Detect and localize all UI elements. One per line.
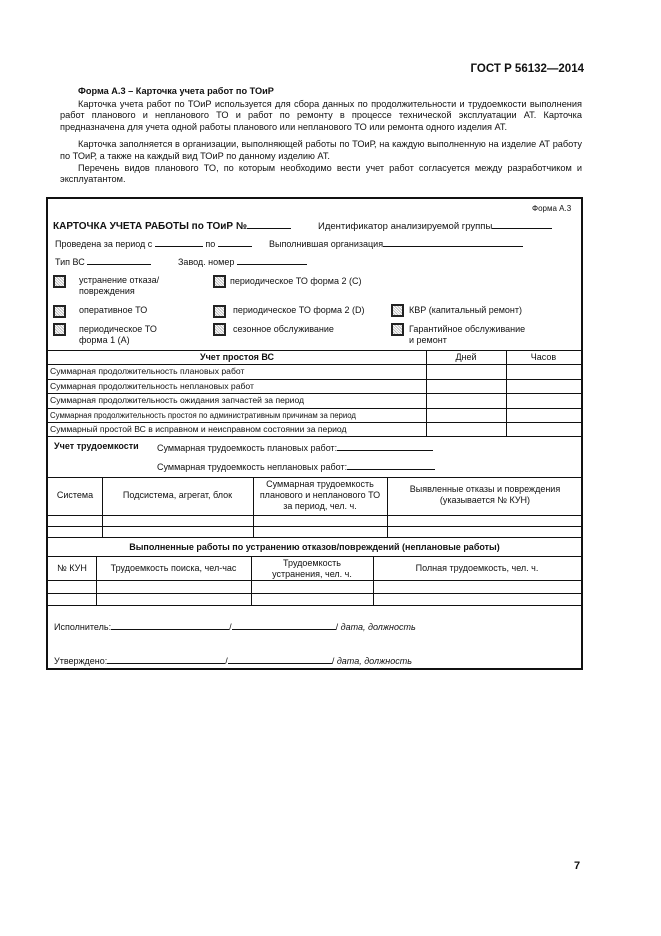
card-title: КАРТОЧКА УЧЕТА РАБОТЫ по ТОиР № <box>53 219 291 232</box>
col-hours: Часов <box>530 352 557 362</box>
downtime-row: Суммарная продолжительность простоя по административным причинам за период <box>50 411 356 420</box>
period-field[interactable]: Проведена за период с по <box>55 237 252 250</box>
col-failures: Выявленные отказы и повреждения (указывается № КУН) <box>409 484 561 505</box>
label-operational: оперативное ТО <box>79 305 148 315</box>
form-heading: Форма А.3 – Карточка учета работ по ТОиР <box>78 86 274 96</box>
downtime-row: Суммарная продолжительность неплановых работ <box>50 381 254 391</box>
col-full-labor: Полная трудоемкость, чел. ч. <box>415 563 539 573</box>
checkbox-periodic-form1a[interactable] <box>53 323 66 336</box>
intro-text <box>60 86 582 186</box>
checkbox-failure-repair[interactable] <box>53 275 66 288</box>
form-label: Форма А.3 <box>532 204 572 213</box>
checkbox-warranty[interactable] <box>391 323 404 336</box>
page-number: 7 <box>574 860 581 872</box>
label-periodic-form1a: периодическое ТО форма 1 (А) <box>79 324 157 345</box>
labor-unplanned-field[interactable]: Суммарная трудоемкость неплановых работ: <box>157 460 435 473</box>
label-failure-repair: устранение отказа/ повреждения <box>79 275 160 296</box>
label-warranty: Гарантийное обслуживание и ремонт <box>409 324 526 345</box>
label-overhaul: КВР (капитальный ремонт) <box>409 305 523 315</box>
label-periodic-form2d: периодическое ТО форма 2 (D) <box>233 305 365 315</box>
downtime-header: Учет простоя ВС <box>199 352 274 362</box>
label-seasonal: сезонное обслуживание <box>233 324 334 334</box>
downtime-row: Суммарная продолжительность плановых работ <box>50 366 245 376</box>
label-periodic-form2c: периодическое ТО форма 2 (С) <box>230 276 362 286</box>
col-kun: № КУН <box>57 563 87 573</box>
standard-number: ГОСТ Р 56132—2014 <box>470 63 584 75</box>
col-total-labor: Суммарная трудоемкость планового и непланового ТО за период, чел. ч. <box>259 479 381 511</box>
intro-paragraph-3: Перечень видов планового ТО, по которым необходимо вести учет работ согласуется между разработчиком и эксплуатантом. <box>60 162 582 185</box>
col-subsystem: Подсистема, агрегат, блок <box>122 490 233 500</box>
repairs-header: Выполненные работы по устранению отказов/повреждений (неплановые работы) <box>129 542 500 552</box>
organization-field[interactable]: Выполнившая организация <box>269 237 523 250</box>
col-days: Дней <box>455 352 477 362</box>
approved-signature-field[interactable]: Утверждено: / / дата, должность <box>54 656 412 666</box>
intro-paragraph-2: Карточка заполняется в организации, выполняющей работы по ТОиР, на каждую выполненную на изделие АТ работу по ТОиР, а также на каждый вид ТОиР по данному изделию АТ. <box>60 139 582 161</box>
executor-signature-field[interactable]: Исполнитель: / / дата, должность <box>54 622 416 632</box>
intro-paragraph-1: Карточка учета работ по ТОиР используется для сбора данных по продолжительности и трудоемкости выполнения работ планового и непланового ТО и работ по ремонту в процессе технической эксплуатации АТ. Карточка предназначена для учета одной работы планового или непланового ТО или ремонта одного изделия АТ. <box>60 98 582 132</box>
col-system: Система <box>56 490 94 500</box>
labor-label: Учет трудоемкости <box>54 441 139 451</box>
col-fix-labor: Трудоемкость устранения, чел. ч. <box>272 558 352 579</box>
checkbox-operational[interactable] <box>53 305 66 318</box>
aircraft-type-field[interactable]: Тип ВС <box>55 255 151 268</box>
labor-planned-field[interactable]: Суммарная трудоемкость плановых работ: <box>157 441 433 454</box>
checkbox-periodic-form2d[interactable] <box>213 305 226 318</box>
downtime-row: Суммарный простой ВС в исправном и неисправном состоянии за период <box>50 424 347 434</box>
checkbox-overhaul[interactable] <box>391 304 404 317</box>
serial-number-field[interactable]: Завод. номер <box>178 255 307 268</box>
checkbox-periodic-form2c[interactable] <box>213 275 226 288</box>
work-card-form <box>46 197 583 670</box>
col-search-labor: Трудоемкость поиска, чел-час <box>110 563 237 573</box>
downtime-row: Суммарная продолжительность ожидания запчастей за период <box>50 395 305 405</box>
checkbox-seasonal[interactable] <box>213 323 226 336</box>
group-id-field[interactable]: Идентификатор анализируемой группы <box>318 219 552 232</box>
